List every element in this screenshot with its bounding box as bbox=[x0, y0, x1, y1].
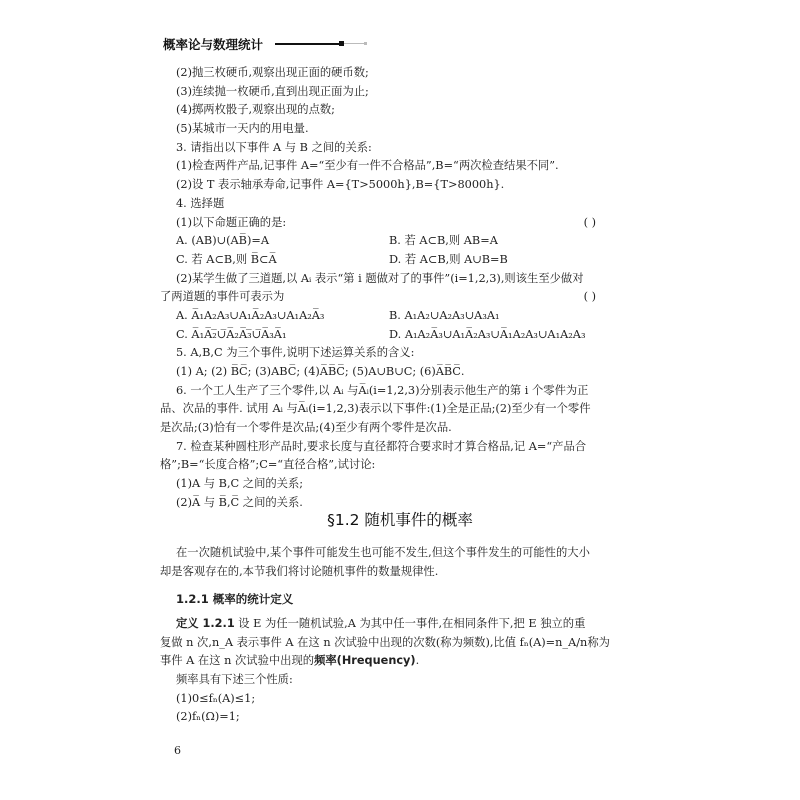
choice-row bbox=[160, 326, 628, 345]
subsection-heading-wrap bbox=[160, 590, 628, 609]
choice-c: C. 若 A⊂B,则 B̅⊂A̅ bbox=[176, 252, 277, 266]
exercise-line: (4)掷两枚骰子,观察出现的点数; bbox=[176, 103, 335, 117]
definition-line: 复做 n 次,n_A 表示事件 A 在这 n 次试验中出现的次数(称为频数),比值 fₙ(A)=n_A/n称为 bbox=[160, 635, 610, 649]
exercise-line: 品、次品的事件. 试用 Aᵢ 与A̅ᵢ(i=1,2,3)表示以下事件:(1)全是正品;(2)至少有一个零件 bbox=[160, 402, 591, 416]
choice-row bbox=[160, 232, 628, 251]
exercise-line: 4. 选择题 bbox=[176, 196, 225, 210]
exercise-line: 3. 请指出以下事件 A 与 B 之间的关系: bbox=[176, 140, 372, 154]
intro-paragraph bbox=[160, 544, 628, 581]
section-heading: §1.2 随机事件的概率 bbox=[327, 511, 473, 529]
exercise-line: (1)检查两件产品,记事件 A=“至少有一件不合格品”,B=“两次检查结果不同”. bbox=[176, 159, 559, 173]
exercise-line: 6. 一个工人生产了三个零件,以 Aᵢ 与A̅ᵢ(i=1,2,3)分别表示他生产的第 i 个零件为正 bbox=[176, 383, 589, 397]
exercise-line bbox=[160, 288, 628, 307]
answer-bracket: ( ) bbox=[583, 215, 596, 229]
definition-term: 频率(Hrequency) bbox=[314, 654, 416, 668]
definition-end: . bbox=[415, 654, 420, 668]
answer-bracket: ( ) bbox=[583, 290, 596, 304]
exercise-line: (1) A; (2) B̅C̅; (3)ABC̅; (4)A̅B̅C̅; (5)A∪B∪C; (6)A̅B̅C̅. bbox=[176, 365, 465, 378]
choice-c: C. A̅₁A̅₂̅∪̅A̅₂A̅₃̅∪̅A̅₃A̅₁ bbox=[176, 327, 287, 341]
intro-line: 却是客观存在的,本节我们将讨论随机事件的数量规律性. bbox=[160, 564, 439, 578]
property-line: (1)0≤fₙ(A)≤1; bbox=[176, 691, 256, 705]
exercise-line: 格”;B=“长度合格”;C=“直径合格”,试讨论: bbox=[160, 458, 376, 472]
header-rule bbox=[275, 43, 340, 45]
exercise-line: (2)某学生做了三道题,以 Aᵢ 表示“第 i 题做对了的事件”(i=1,2,3),则该生至少做对 bbox=[176, 271, 584, 285]
exercise-line: 是次品;(3)恰有一个零件是次品;(4)至少有两个零件是次品. bbox=[160, 421, 452, 435]
exercise-line: (5)某城市一天内的用电量. bbox=[176, 122, 309, 136]
definition-text: 事件 A 在这 n 次试验中出现的 bbox=[160, 654, 315, 668]
header-rule-grey bbox=[344, 43, 366, 44]
choice-row bbox=[160, 251, 628, 270]
exercises-block bbox=[160, 64, 628, 513]
page-number: 6 bbox=[174, 744, 181, 757]
choice-a: A. A̅₁A₂A₃∪A₁A̅₂A₃∪A₁A₂A̅₃ bbox=[176, 308, 325, 322]
property-line: 频率具有下述三个性质: bbox=[176, 673, 293, 687]
choice-a: A. (AB)∪(AB̅)=A bbox=[176, 234, 269, 248]
intro-line: 在一次随机试验中,某个事件可能发生也可能不发生,但这个事件发生的可能性的大小 bbox=[176, 546, 590, 559]
choice-d: D. 若 A⊂B,则 A∪B=B bbox=[389, 252, 508, 266]
choice-b: B. A₁A₂∪A₂A₃∪A₃A₁ bbox=[389, 308, 500, 322]
exercise-line: 5. A,B,C 为三个事件,说明下述运算关系的含义: bbox=[176, 346, 415, 360]
choice-d: D. A₁A₂A̅₃∪A₁A̅₂A₃∪A̅₁A₂A₃∪A₁A₂A₃ bbox=[389, 327, 586, 341]
header-rule-grey-dot bbox=[364, 42, 367, 45]
exercise-line: (2)A̅ 与 B̅,C̅ 之间的关系. bbox=[176, 495, 303, 509]
exercise-line: (1)A 与 B,C 之间的关系; bbox=[176, 477, 304, 491]
running-header-title: 概率论与数理统计 bbox=[163, 37, 264, 52]
exercise-line: 7. 检查某种圆柱形产品时,要求长度与直径都符合要求时才算合格品,记 A=“产品合 bbox=[176, 439, 587, 453]
question-text: 了两道题的事件可表示为 bbox=[160, 290, 285, 304]
definition-text: 设 E 为任一随机试验,A 为其中任一事件,在相同条件下,把 E 独立的重 bbox=[234, 617, 586, 630]
definition-label: 定义 1.2.1 bbox=[176, 617, 235, 630]
definition-line bbox=[160, 652, 628, 671]
property-line: (2)fₙ(Ω)=1; bbox=[176, 710, 240, 724]
exercise-line: (3)连续抛一枚硬币,直到出现正面为止; bbox=[176, 84, 369, 98]
exercise-line: (2)抛三枚硬币,观察出现正面的硬币数; bbox=[176, 66, 369, 79]
question-text: (1)以下命题正确的是: bbox=[176, 215, 287, 229]
subsection-heading: 1.2.1 概率的统计定义 bbox=[176, 592, 294, 606]
definition-block bbox=[160, 615, 628, 727]
exercise-line: (2)设 T 表示轴承寿命,记事件 A={T>5000h},B={T>8000h}. bbox=[176, 178, 505, 192]
exercise-line bbox=[160, 214, 628, 233]
definition-line bbox=[160, 615, 628, 634]
choice-row bbox=[160, 307, 628, 326]
choice-b: B. 若 A⊂B,则 AB=A bbox=[389, 234, 498, 248]
